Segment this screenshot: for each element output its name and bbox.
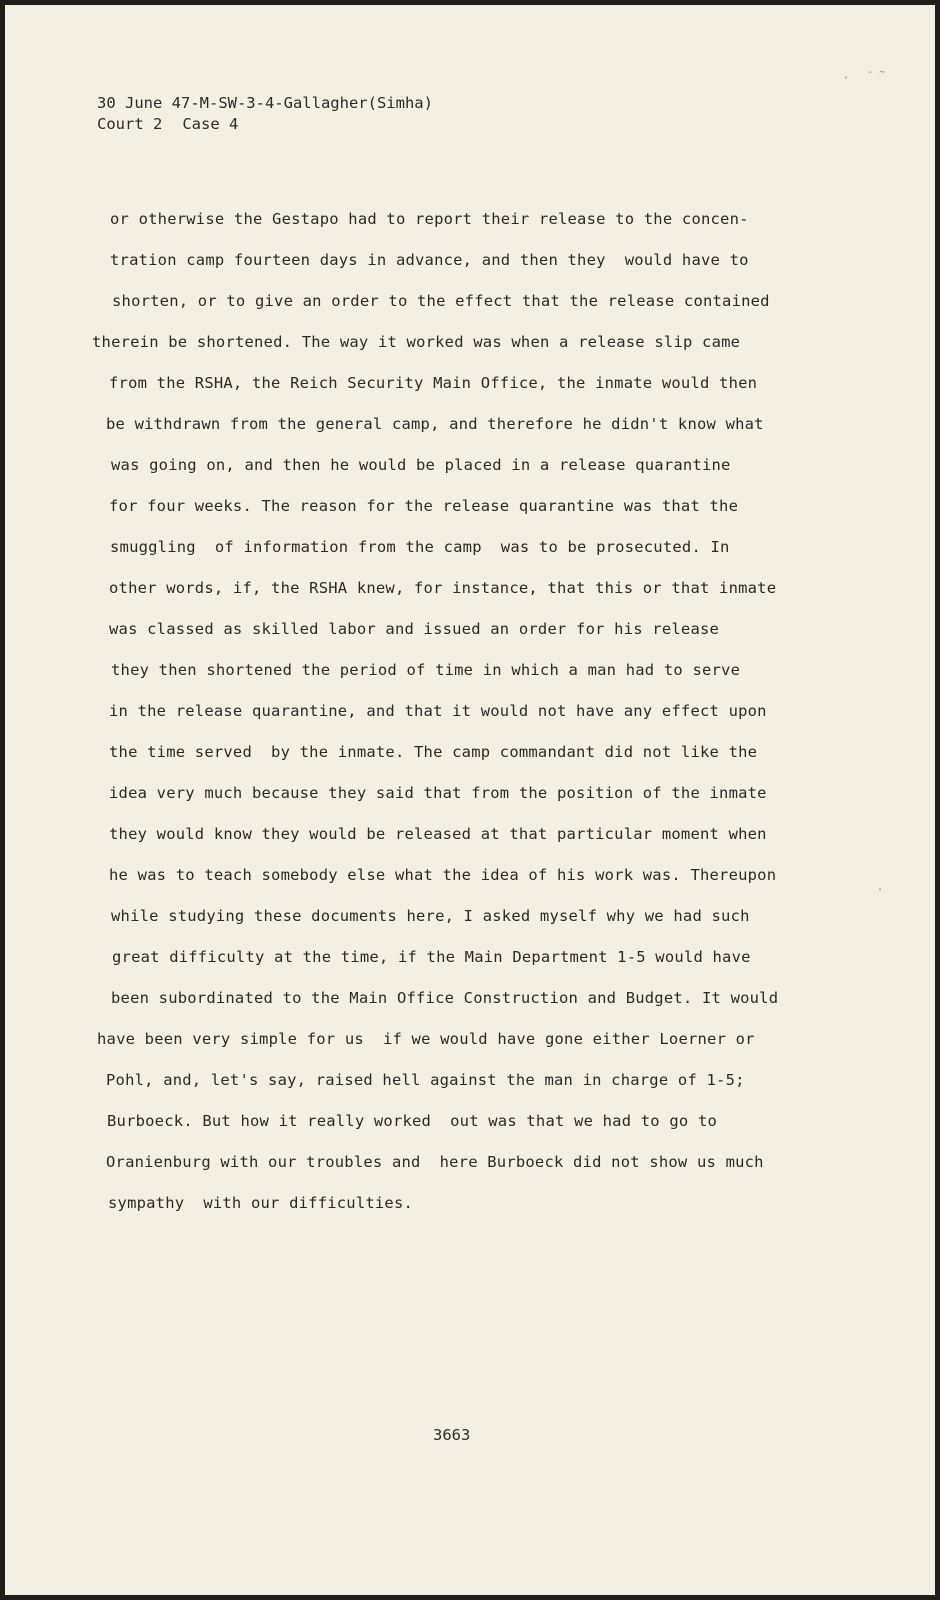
header-court-case <box>97 114 433 135</box>
transcript-line: was going on, and then he would be placed in a release quarantine <box>111 456 731 474</box>
margin-mark: ' <box>877 887 884 898</box>
transcript-line: was classed as skilled labor and issued an order for his release <box>109 620 720 638</box>
margin-mark: - ~ <box>867 67 886 78</box>
transcript-line: smuggling of information from the camp was to be prosecuted. In <box>110 538 730 556</box>
header-case: Case 4 <box>182 115 239 133</box>
document-page <box>5 5 935 1595</box>
transcript-line: other words, if, the RSHA knew, for instance, that this or that inmate <box>109 579 777 597</box>
transcript-line: the time served by the inmate. The camp commandant did not like the <box>109 743 758 761</box>
margin-mark: ' <box>843 75 850 86</box>
transcript-line: or otherwise the Gestapo had to report their release to the concen- <box>110 210 749 228</box>
transcript-line: they would know they would be released at that particular moment when <box>109 825 767 843</box>
transcript-line: therein be shortened. The way it worked was when a release slip came <box>92 333 741 351</box>
transcript-line: Burboeck. But how it really worked out was that we had to go to <box>107 1112 718 1130</box>
transcript-line: be withdrawn from the general camp, and therefore he didn't know what <box>106 415 764 433</box>
transcript-line: idea very much because they said that from the position of the inmate <box>109 784 767 802</box>
transcript-line: he was to teach somebody else what the idea of his work was. Thereupon <box>109 866 777 884</box>
transcript-line: while studying these documents here, I asked myself why we had such <box>111 907 750 925</box>
page-number: 3663 <box>433 1426 471 1444</box>
transcript-line: have been very simple for us if we would have gone either Loerner or <box>97 1030 755 1048</box>
transcript-line: they then shortened the period of time in which a man had to serve <box>111 661 741 679</box>
transcript-line: from the RSHA, the Reich Security Main Office, the inmate would then <box>109 374 758 392</box>
header-court: Court 2 <box>97 115 163 133</box>
transcript-line: tration camp fourteen days in advance, and then they would have to <box>110 251 749 269</box>
document-header <box>97 93 433 135</box>
transcript-line: shorten, or to give an order to the effect that the release contained <box>112 292 770 310</box>
transcript-line: Oranienburg with our troubles and here Burboeck did not show us much <box>106 1153 764 1171</box>
transcript-line: sympathy with our difficulties. <box>108 1194 414 1212</box>
header-reference: 30 June 47-M-SW-3-4-Gallagher(Simha) <box>97 94 433 112</box>
transcript-line: Pohl, and, let's say, raised hell against the man in charge of 1-5; <box>106 1071 745 1089</box>
transcript-line: in the release quarantine, and that it would not have any effect upon <box>109 702 767 720</box>
transcript-line: great difficulty at the time, if the Main Department 1-5 would have <box>112 948 751 966</box>
transcript-line: been subordinated to the Main Office Construction and Budget. It would <box>111 989 779 1007</box>
transcript-line: for four weeks. The reason for the release quarantine was that the <box>109 497 739 515</box>
